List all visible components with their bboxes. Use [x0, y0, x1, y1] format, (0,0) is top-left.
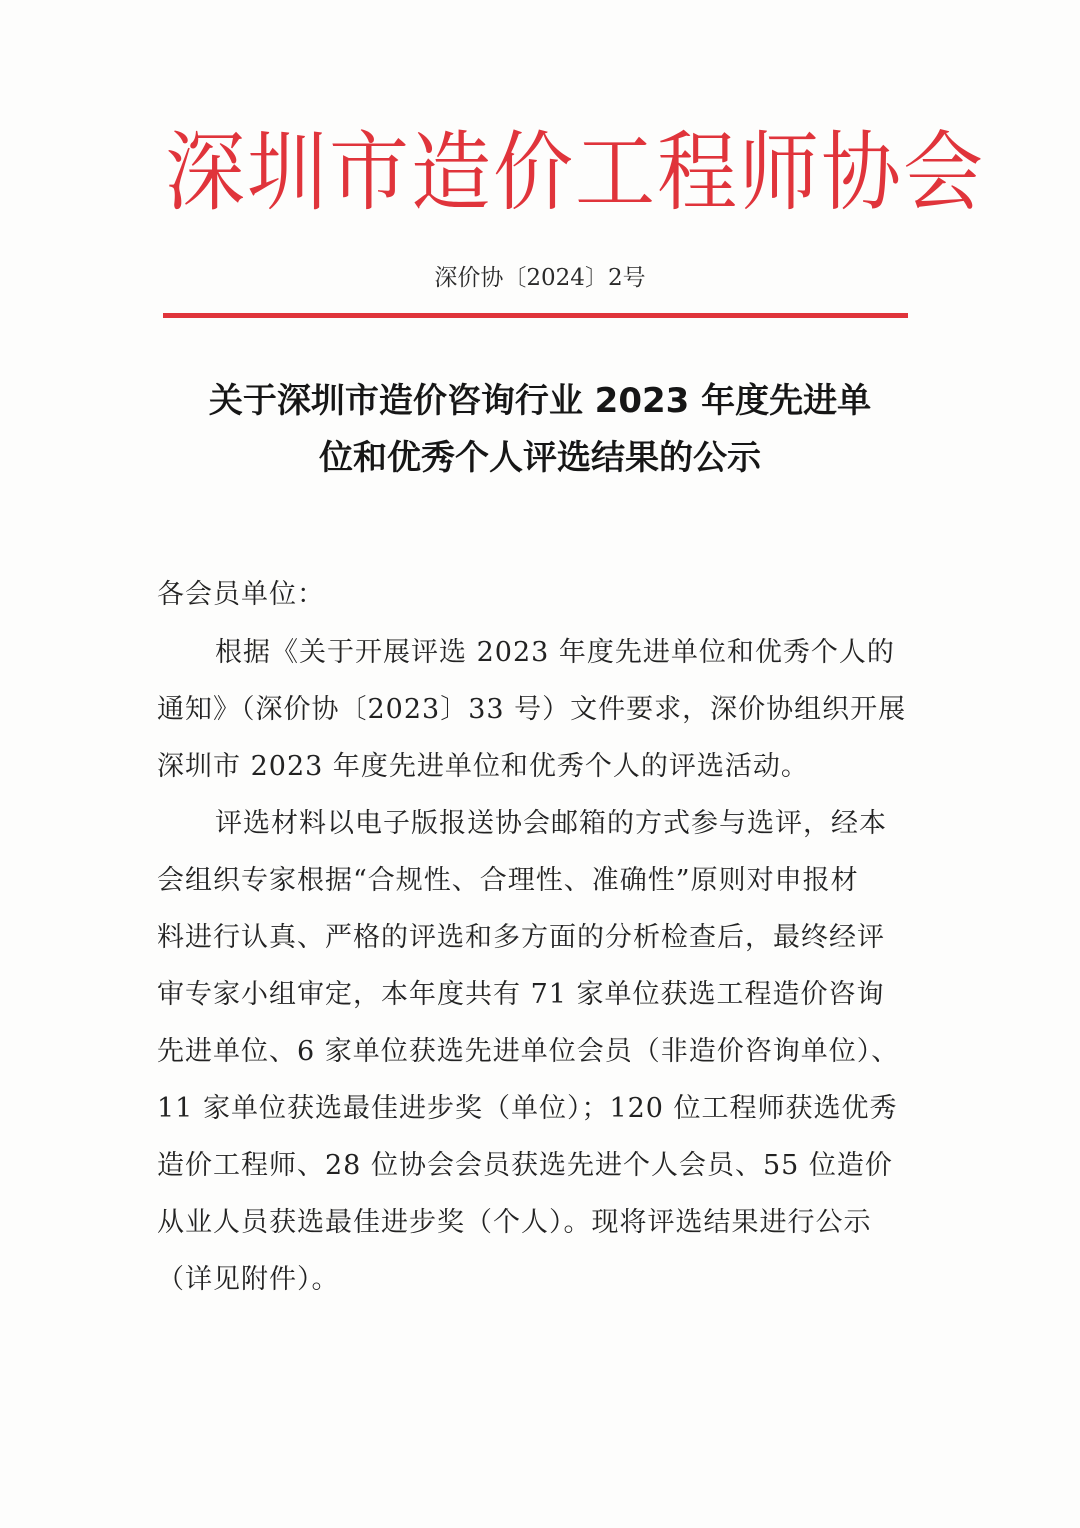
red-divider	[163, 313, 908, 318]
paragraph-1	[157, 624, 909, 795]
paragraph-line: 评选材料以电子版报送协会邮箱的方式参与选评，经本	[215, 808, 887, 839]
organization-header: 深圳市造价工程师协会	[165, 122, 985, 223]
document-number: 深价协〔2024〕2号	[434, 265, 646, 291]
paragraph-line: 11 家单位获选最佳进步奖（单位）；120 位工程师获选优秀	[157, 1093, 898, 1124]
paragraph-line: （详见附件）。	[157, 1264, 340, 1295]
paragraph-2	[157, 795, 909, 1308]
paragraph-line: 料进行认真、严格的评选和多方面的分析检查后，最终经评	[157, 922, 885, 953]
paragraph-line: 先进单位、6 家单位获选先进单位会员（非造价咨询单位）、	[157, 1036, 900, 1067]
title-line-2: 位和优秀个人评选结果的公示	[319, 438, 761, 478]
paragraph-line: 会组织专家根据“合规性、合理性、准确性”原则对申报材	[157, 865, 859, 896]
paragraph-line: 根据《关于开展评选 2023 年度先进单位和优秀个人的	[215, 637, 895, 668]
paragraph-line: 审专家小组审定，本年度共有 71 家单位获选工程造价咨询	[157, 979, 885, 1010]
paragraph-line: 造价工程师、28 位协会会员获选先进个人会员、55 位造价	[157, 1150, 893, 1181]
title-line-1: 关于深圳市造价咨询行业 2023 年度先进单	[208, 381, 872, 421]
salutation: 各会员单位：	[157, 579, 325, 610]
document-title	[150, 372, 930, 486]
paragraph-line: 通知》（深价协〔2023〕33 号）文件要求，深价协组织开展	[157, 694, 907, 725]
paragraph-line: 从业人员获选最佳进步奖（个人）。现将评选结果进行公示	[157, 1207, 872, 1238]
paragraph-line: 深圳市 2023 年度先进单位和优秀个人的评选活动。	[157, 751, 809, 782]
